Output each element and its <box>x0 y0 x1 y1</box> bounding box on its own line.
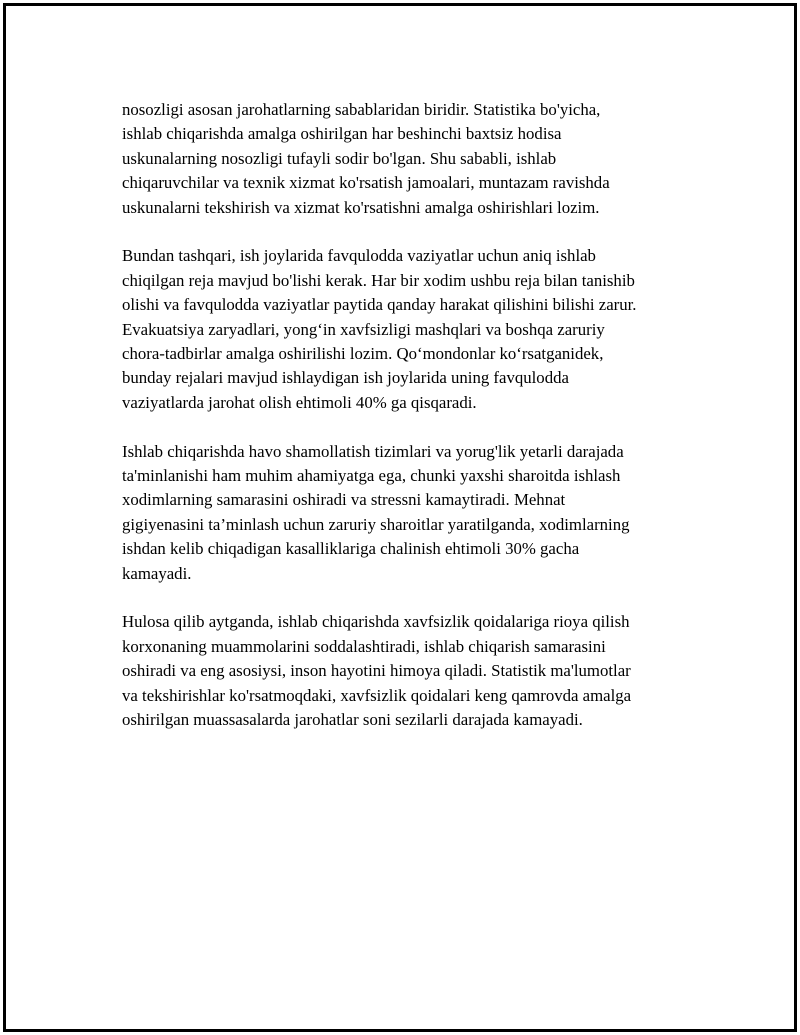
text-line: korxonaning muammolarini soddalashtiradi, ishlab chiqarish samarasini <box>122 636 606 656</box>
text-line: nosozligi asosan jarohatlarning sabablaridan biridir. Statistika bo'yicha, <box>122 100 601 119</box>
text-line: uskunalarning nosozligi tufayli sodir bo'lgan. Shu sababli, ishlab <box>122 148 557 168</box>
text-line: kamayadi. <box>122 563 192 583</box>
text-line: oshiradi va eng asosiysi, inson hayotini himoya qiladi. Statistik ma'lumotlar <box>122 661 631 681</box>
paragraph-4 <box>122 610 707 732</box>
paragraph-2 <box>122 244 707 415</box>
paragraph-3 <box>122 440 707 586</box>
paragraph-1 <box>122 98 707 220</box>
text-line: olishi va favqulodda vaziyatlar paytida qanday harakat qilishini bilishi zarur. <box>122 295 637 315</box>
text-line: Hulosa qilib aytganda, ishlab chiqarishda xavfsizlik qoidalariga rioya qilish <box>122 612 630 632</box>
document-body <box>122 98 707 757</box>
text-line: Evakuatsiya zaryadlari, yong‘in xavfsizligi mashqlari va boshqa zaruriy <box>122 319 605 339</box>
text-line: uskunalarni tekshirish va xizmat ko'rsatishni amalga oshirishlari lozim. <box>122 197 600 217</box>
text-line: Ishlab chiqarishda havo shamollatish tizimlari va yorug'lik yetarli darajada <box>122 441 624 461</box>
text-line: chiqilgan reja mavjud bo'lishi kerak. Har bir xodim ushbu reja bilan tanishib <box>122 270 635 290</box>
text-line: ta'minlanishi ham muhim ahamiyatga ega, chunki yaxshi sharoitda ishlash <box>122 466 621 486</box>
text-line: chiqaruvchilar va texnik xizmat ko'rsatish jamoalari, muntazam ravishda <box>122 173 610 193</box>
text-line: chora-tadbirlar amalga oshirilishi lozim. Qo‘mondonlar ko‘rsatganidek, <box>122 344 604 364</box>
page-border <box>3 3 797 1032</box>
text-line: gigiyenasini ta’minlash uchun zaruriy sharoitlar yaratilganda, xodimlarning <box>122 514 630 534</box>
text-line: oshirilgan muassasalarda jarohatlar soni sezilarli darajada kamayadi. <box>122 710 583 730</box>
text-line: xodimlarning samarasini oshiradi va stressni kamaytiradi. Mehnat <box>122 490 566 510</box>
text-line: va tekshirishlar ko'rsatmoqdaki, xavfsizlik qoidalari keng qamrovda amalga <box>122 685 632 705</box>
text-line: ishlab chiqarishda amalga oshirilgan har beshinchi baxtsiz hodisa <box>122 124 562 144</box>
text-line: bunday rejalari mavjud ishlaydigan ish joylarida uning favqulodda <box>122 368 569 388</box>
text-line: ishdan kelib chiqadigan kasalliklariga chalinish ehtimoli 30% gacha <box>122 539 580 559</box>
text-line: Bundan tashqari, ish joylarida favqulodda vaziyatlar uchun aniq ishlab <box>122 246 596 266</box>
text-line: vaziyatlarda jarohat olish ehtimoli 40% ga qisqaradi. <box>122 392 477 412</box>
